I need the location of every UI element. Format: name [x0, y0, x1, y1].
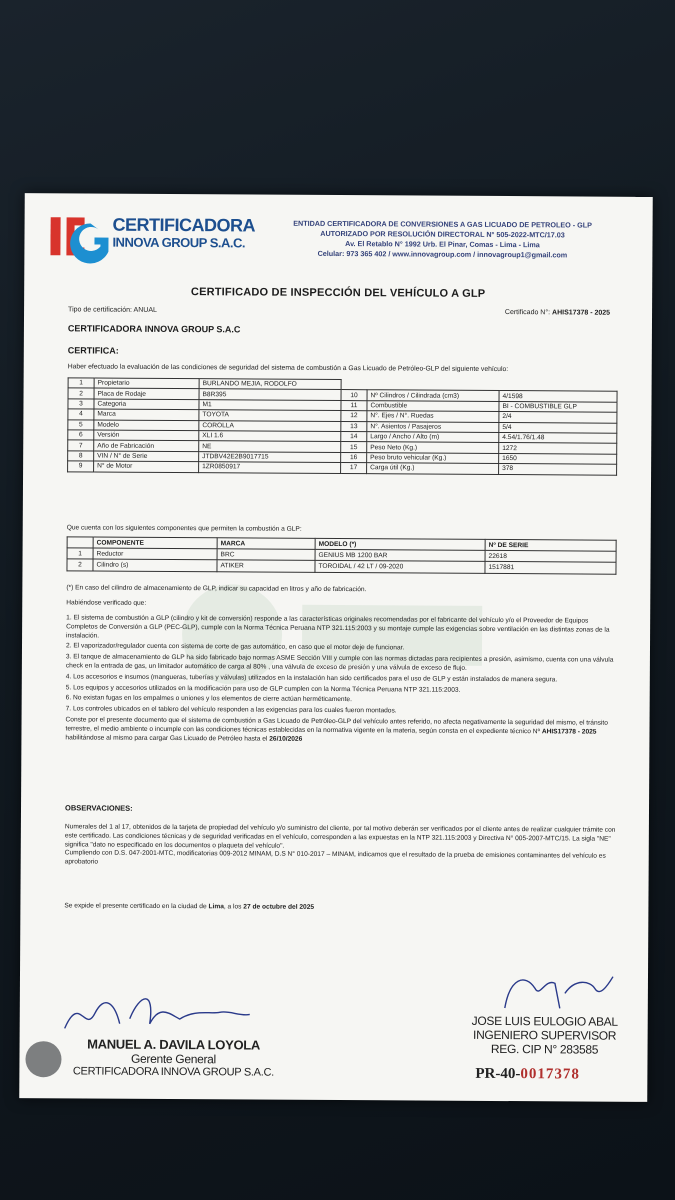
list-item: 7. Los controles ubicados en el tablero del vehículo responden a las exigencias para los cuales fueron montados. — [65, 705, 397, 715]
header-cell — [67, 537, 93, 548]
field-label: Nº Cilindros / Cilindrada (cm3) — [367, 390, 499, 401]
field-label — [367, 380, 499, 391]
list-item: 5. Los equipos y accesorios utilizados en la modificación para uso de GLP cumplen con la Norma Técnica Peruana NTP 321.115:2003. — [65, 683, 461, 694]
row-number — [341, 380, 367, 391]
field-label: Marca — [94, 409, 199, 420]
row-number: 11 — [341, 400, 367, 411]
field-value: 1650 — [499, 453, 617, 464]
row-number: 1 — [68, 378, 94, 389]
component-serial: 1517881 — [485, 562, 616, 574]
field-value: COROLLA — [199, 420, 341, 431]
header-serial: Nº DE SERIE — [485, 539, 616, 551]
manager-signature-icon — [60, 983, 260, 1044]
supervisor-role: INGENIERO SUPERVISOR — [473, 1027, 617, 1043]
conste-text-a: Conste por el presente documento que el sistema de combustión a Gas Licuado de Petróleo-GLP del vehículo antes referido, no afecta negativamente la seguridad del mismo, el tránsito terrestre, el medio ambiente o incumple con las condiciones técnicas establecidas en la normativa vigente en la materia, según consta en el expediente técnico Nº — [65, 716, 608, 736]
logo-line1: CERTIFICADORA — [112, 214, 256, 236]
conste-paragraph — [65, 716, 617, 746]
row-number: 1 — [67, 548, 93, 559]
row-number: 4 — [68, 409, 94, 420]
row-number: 14 — [341, 431, 367, 442]
issue-text-a: Se expide el presente certificado en la ciudad de — [64, 902, 207, 911]
row-number: 7 — [68, 440, 94, 451]
form-code: PR-40- — [475, 1065, 521, 1083]
header-brand: MARCA — [217, 538, 315, 550]
field-value: TOYOTA — [199, 410, 341, 421]
entity-line1: ENTIDAD CERTIFICADORA DE CONVERSIONES A GAS LICUADO DE PETROLEO - GLP — [293, 218, 592, 230]
row-number: 2 — [67, 559, 93, 570]
component-model: GENIUS MB 1200 BAR — [315, 550, 485, 562]
row-number: 13 — [341, 421, 367, 432]
component-model: TOROIDAL / 42 LT / 09-2020 — [315, 561, 485, 573]
list-item: 2. El vaporizador/regulador cuenta con sistema de corte de gas automático, en caso que el motor deje de funcionar. — [65, 642, 405, 652]
field-label: Placa de Rodaje — [94, 388, 199, 399]
field-value: 4/1598 — [499, 391, 617, 402]
certificate-number-label: Certificado N°: — [504, 309, 551, 317]
header-component: COMPONENTE — [93, 537, 217, 549]
conste-date: 26/10/2026 — [269, 735, 303, 743]
manager-company: CERTIFICADORA INNOVA GROUP S.A.C. — [72, 1065, 274, 1079]
stamp-seal-icon — [25, 1041, 61, 1077]
intro-text: Haber efectuado la evaluación de las condiciones de seguridad del sistema de combustión a Gas Licuado de Petróleo-GLP del siguiente vehículo: — [67, 363, 509, 374]
list-item: 1. El sistema de combustión a GLP (cilindro y kit de conversión) responde a las características originales recomendadas por el fabricante del vehículo y/o el Proveedor de Equipos Completos de Conversión a GLP (PEC-GLP), cumple con la Norma Técnica Peruana NTP 321.115:2003 y su montaje cumple las exigencias sobre ventilación en las distintas zonas de la instalación. — [66, 614, 610, 640]
certificate-number — [505, 309, 610, 317]
supervisor-signature-icon — [495, 968, 615, 1019]
manager-name: MANUEL A. DAVILA LOYOLA — [87, 1036, 261, 1053]
field-value: NE — [199, 441, 341, 452]
field-value: B8R395 — [199, 389, 341, 400]
field-label: N°. Asientos / Pasajeros — [367, 421, 499, 432]
conste-text-b: habilitándose al mismo para cargar Gas Licuado de Petróleo hasta el — [65, 733, 268, 743]
entity-line3: Av. El Retablo N° 1992 Urb. El Pinar, Comas - Lima - Lima — [345, 239, 540, 250]
vehicle-table — [67, 377, 618, 475]
row-number: 17 — [341, 463, 367, 474]
list-item: 6. No existan fugas en los empalmes o uniones y los elementos de cierre actúan herméticamente. — [65, 694, 352, 704]
component-brand: BRC — [217, 549, 315, 561]
issue-statement — [64, 901, 314, 912]
supervisor-reg: REG. CIP N° 283585 — [490, 1041, 599, 1057]
field-label: Combustible — [367, 400, 499, 411]
certificate-document — [19, 193, 653, 1102]
component-name: Reductor — [93, 548, 217, 560]
entity-header — [252, 218, 632, 260]
field-value: JTDBV42E2B9017715 — [199, 451, 341, 462]
component-name: Cilindro (s) — [93, 559, 217, 571]
manager-signature-block — [63, 1036, 283, 1078]
field-label: VIN / N° de Serie — [94, 451, 199, 462]
field-label: Modelo — [94, 420, 199, 431]
components-table — [66, 536, 616, 574]
certification-type: Tipo de certificación: ANUAL — [68, 306, 157, 314]
field-label: Año de Fabricación — [94, 440, 199, 451]
component-serial: 22618 — [485, 551, 616, 563]
observation-1: Numerales del 1 al 17, obtenidos de la tarjeta de propiedad del vehículo y/o suministro del cliente, por tal motivo deberán ser verificados por el cliente antes de realizar cualquier trámite con este certificado. Las condiciones técnicas y de seguridad verificadas en el vehículo, corresponden a las expuestas en la NTP 321.115:2003 y Directiva N° 005-2007-MTC/15. La sigla "NE" significa "dato no especificado en los documentos o plaqueta del vehículo". — [64, 823, 616, 850]
list-item: 3. El tanque de almacenamiento de GLP ha sido fabricado bajo normas ASME Sección VIII y cumple con las normas dictadas para recipientes a presión, asimismo, cuenta con una válvula check en la entrada de gas, un limitador automático de carga al 80% , una válvula de exceso de presión y una válvula de exceso de flujo. — [65, 653, 614, 672]
observations-text — [65, 823, 617, 870]
components-intro: Que cuenta con los siguientes componentes que permiten la combustión a GLP: — [66, 524, 302, 533]
field-value: 378 — [499, 464, 617, 475]
conste-expediente: AHIS17378 - 2025 — [541, 728, 597, 736]
field-value: BI - COMBUSTIBLE GLP — [499, 401, 617, 412]
document-title: CERTIFICADO DE INSPECCIÓN DEL VEHÍCULO A GLP — [190, 286, 486, 300]
supervisor-signature-block — [460, 1014, 630, 1057]
certifica-heading: CERTIFICA: — [67, 345, 119, 356]
issue-text-b: , a los — [223, 903, 242, 911]
row-number: 10 — [341, 390, 367, 401]
field-value: 4.54/1.76/1.48 — [499, 432, 617, 443]
row-number: 6 — [68, 430, 94, 441]
field-label: Peso Neto (Kg.) — [367, 442, 499, 453]
field-value: 1272 — [499, 443, 617, 454]
manager-role: Gerente General — [130, 1051, 216, 1067]
observations-heading: OBSERVACIONES: — [64, 803, 133, 813]
field-label: N°. Ejes / N°. Ruedas — [367, 411, 499, 422]
row-number: 5 — [68, 419, 94, 430]
field-label: Categoria — [94, 399, 199, 410]
header-model: MODELO (*) — [315, 538, 485, 550]
field-label: N° de Motor — [94, 461, 199, 472]
supervisor-name: JOSE LUIS EULOGIO ABAL — [471, 1013, 618, 1029]
row-number: 16 — [341, 452, 367, 463]
verified-heading: Habiéndose verificado que: — [66, 599, 147, 607]
form-serial: 0017378 — [520, 1066, 580, 1083]
list-item: 4. Los accesorios e insumos (mangueras, tuberías y válvulas) utilizados en la instalación han sido certificados para el uso de GLP y están instalados de manera segura. — [65, 673, 558, 684]
issue-date: 27 de octubre del 2025 — [243, 903, 315, 911]
row-number: 15 — [341, 442, 367, 453]
vehicle-table-body — [68, 378, 618, 475]
field-value: M1 — [199, 399, 341, 410]
row-number: 12 — [341, 411, 367, 422]
company-name: CERTIFICADORA INNOVA GROUP S.A.C — [67, 323, 241, 335]
row-number: 2 — [68, 388, 94, 399]
issue-city: Lima — [208, 903, 224, 911]
field-label: Versión — [94, 430, 199, 441]
table-row — [67, 559, 616, 574]
row-number: 8 — [68, 451, 94, 462]
observation-2: Cumpliendo con D.S. 047-2001-MTC, modificatorias 009-2012 MINAM, D.S N° 010-2017 – MINAM, indicamos que el resultado de la prueba de emisiones contaminantes del vehículo es aprobatorio — [64, 849, 606, 866]
row-number: 9 — [68, 461, 94, 472]
field-value: BURLANDO MEJIA, RODOLFO — [199, 379, 341, 390]
entity-line2: AUTORIZADO POR RESOLUCIÓN DIRECTORAL N° 505-2022-MTC/17.03 — [320, 228, 565, 240]
form-number — [475, 1066, 580, 1084]
field-value: 1ZR0850917 — [199, 462, 341, 473]
entity-line4: Celular: 973 365 402 / www.innovagroup.com / innovagroup1@gmail.com — [317, 248, 568, 260]
field-value — [499, 380, 617, 391]
logo-text — [112, 216, 255, 253]
field-label: Peso bruto vehicular (Kg.) — [367, 452, 499, 463]
verification-list — [65, 614, 618, 746]
component-brand: ATIKER — [217, 560, 315, 572]
field-value: 2/4 — [499, 412, 617, 423]
row-number: 3 — [68, 399, 94, 410]
table-row — [68, 461, 617, 475]
certificate-number-value: AHIS17378 - 2025 — [552, 309, 611, 317]
component-note: (*) En caso del cilindro de almacenamiento de GLP, indicar su capacidad en litros y año de fabricación. — [66, 584, 367, 594]
logo-line2: INNOVA GROUP S.A.C. — [112, 234, 246, 251]
field-value: 5/4 — [499, 422, 617, 433]
field-value: XLI 1.6 — [199, 431, 341, 442]
field-label: Largo / Ancho / Alto (m) — [367, 432, 499, 443]
field-label: Propietario — [94, 378, 199, 389]
field-label: Carga útil (Kg.) — [367, 463, 499, 474]
